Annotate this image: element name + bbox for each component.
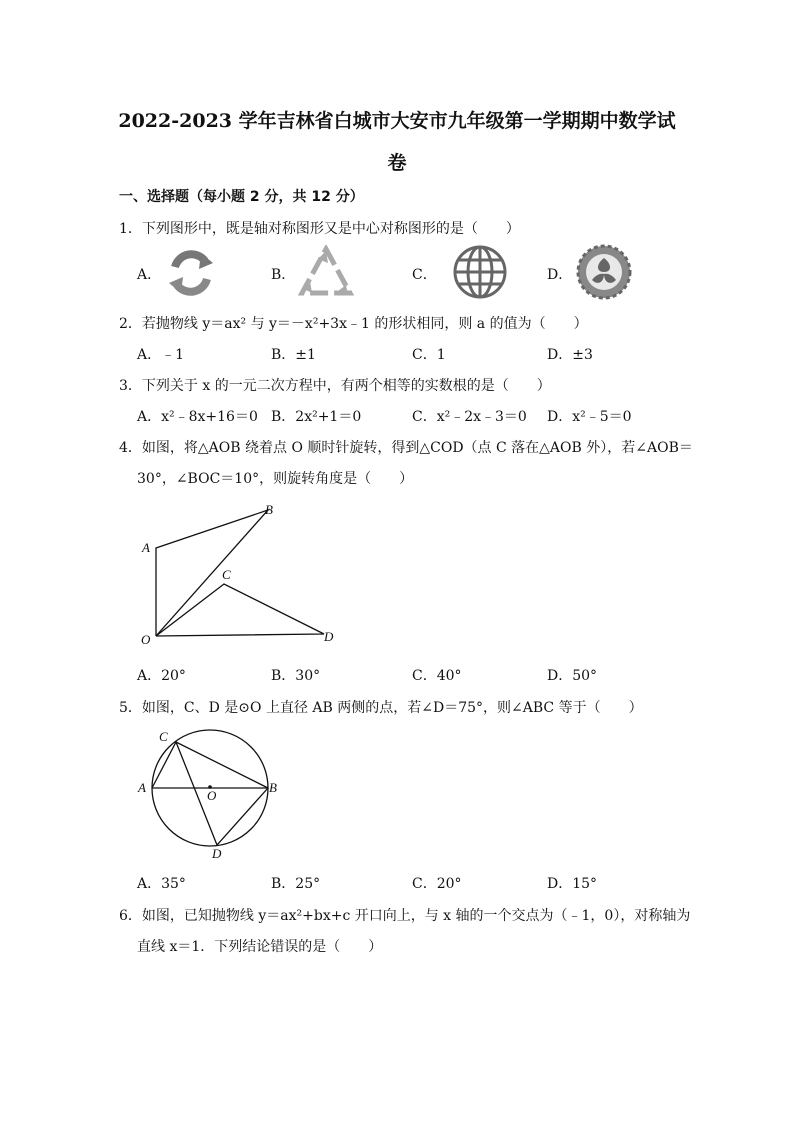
globe-icon	[452, 244, 508, 300]
q5-option-d[interactable]: D．15°	[547, 876, 598, 892]
q1-option-a[interactable]: A．	[137, 267, 162, 283]
q5-option-b[interactable]: B．25°	[271, 876, 321, 892]
q1-option-d[interactable]: D．	[547, 267, 573, 283]
q2-option-d[interactable]: D．±3	[547, 347, 593, 363]
question-3-text: 3．下列关于 x 的一元二次方程中，有两个相等的实数根的是（ ）	[119, 378, 551, 394]
fig5-label-o: O	[207, 788, 217, 803]
q3-option-c[interactable]: C．x²﹣2x﹣3＝0	[412, 409, 527, 425]
q5-option-c[interactable]: C．20°	[412, 876, 462, 892]
fig5-label-b: B	[269, 780, 277, 795]
fig4-label-o: O	[141, 632, 151, 647]
question-4-text-line2: 30°，∠BOC＝10°，则旋转角度是（ ）	[137, 471, 414, 487]
fig4-label-c: C	[222, 567, 231, 582]
chords-ac-cb	[152, 742, 268, 788]
fig4-label-d: D	[324, 629, 334, 644]
question-2-text: 2．若抛物线 y＝ax² 与 y＝－x²+3x﹣1 的形状相同，则 a 的值为（ ）	[119, 316, 588, 332]
triangle-aob	[156, 510, 268, 636]
q4-option-a[interactable]: A．20°	[137, 668, 186, 684]
q1-option-b[interactable]: B．	[271, 267, 296, 283]
q5-circle-figure	[134, 725, 286, 863]
q3-option-d[interactable]: D．x²﹣5＝0	[547, 409, 632, 425]
q2-option-b[interactable]: B．±1	[271, 347, 316, 363]
fig5-label-d: D	[212, 846, 222, 861]
chords-cd-db	[176, 742, 268, 845]
question-5-text: 5．如图，C、D 是⊙O 上直径 AB 两侧的点，若∠D＝75°，则∠ABC 等于（ ）	[119, 700, 643, 716]
q3-option-a[interactable]: A．x²﹣8x+16＝0	[137, 409, 258, 425]
fig5-label-c: C	[159, 729, 168, 744]
q3-option-b[interactable]: B．2x²+1＝0	[271, 409, 362, 425]
question-4-text: 4．如图，将△AOB 绕着点 O 顺时针旋转，得到△COD（点 C 落在△AOB 外），若∠AOB＝	[119, 440, 693, 456]
q4-option-d[interactable]: D．50°	[547, 668, 598, 684]
fig4-label-b: B	[265, 502, 273, 517]
q1-option-c[interactable]: C．	[412, 267, 437, 283]
q2-option-c[interactable]: C．1	[412, 347, 446, 363]
gear-badge-icon	[576, 244, 632, 300]
section-header: 一、选择题（每小题 2 分，共 12 分）	[119, 189, 364, 205]
page-title-line2: 卷	[387, 152, 407, 174]
q5-option-a[interactable]: A．35°	[137, 876, 186, 892]
fig5-label-a: A	[138, 780, 146, 795]
page-title-line1: 2022-2023 学年吉林省白城市大安市九年级第一学期期中数学试	[118, 110, 676, 132]
question-1-text: 1．下列图形中，既是轴对称图形又是中心对称图形的是（ ）	[119, 221, 520, 237]
recycle-triangle-icon	[298, 245, 354, 299]
q2-option-a[interactable]: A．﹣1	[137, 347, 185, 363]
question-6-text-line2: 直线 x＝1．下列结论错误的是（ ）	[137, 939, 383, 955]
question-6-text: 6．如图，已知抛物线 y＝ax²+bx+c 开口向上，与 x 轴的一个交点为（﹣1，0），对称轴为	[119, 908, 691, 924]
fig4-label-a: A	[142, 540, 150, 555]
q4-option-b[interactable]: B．30°	[271, 668, 321, 684]
q4-rotation-figure	[134, 498, 354, 648]
q4-option-c[interactable]: C．40°	[412, 668, 462, 684]
triangle-cod	[156, 584, 324, 636]
recycle-arrows-icon	[165, 247, 217, 299]
